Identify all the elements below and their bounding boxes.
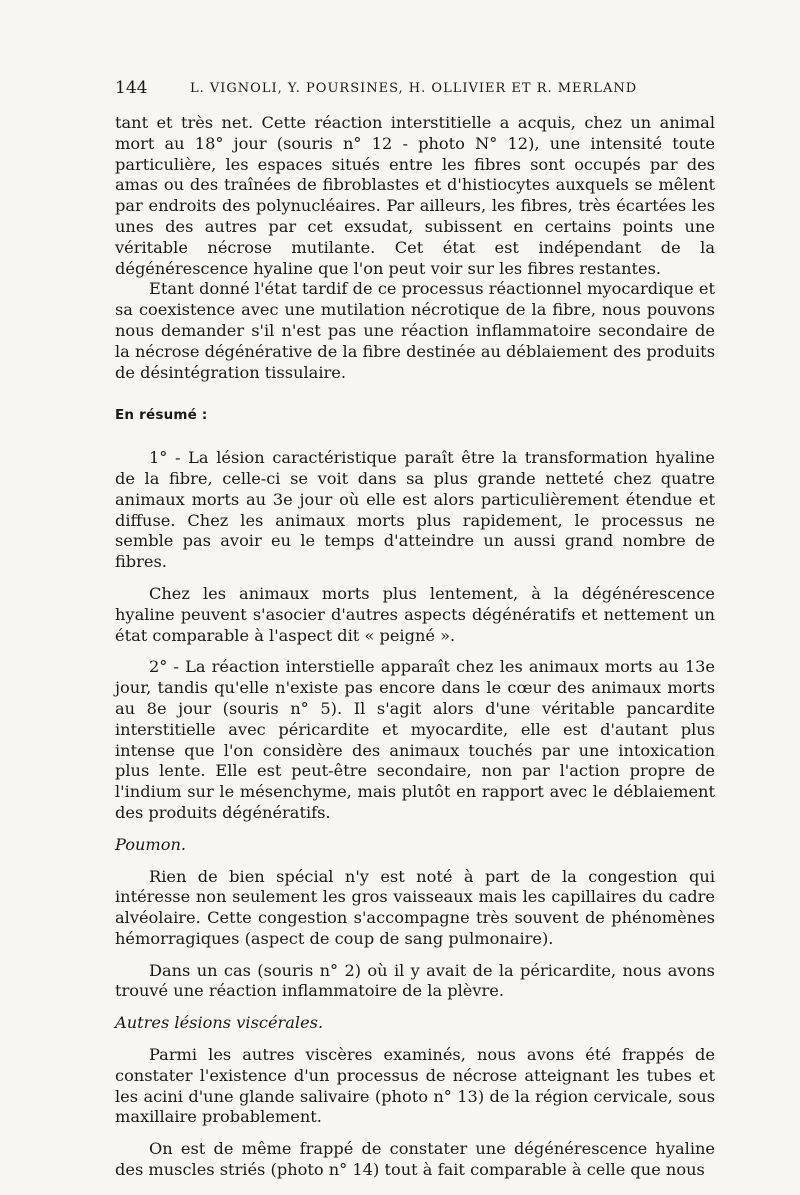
paragraph: Parmi les autres viscères examinés, nous avons été frappés de constater l'existence d'un processus de nécrose atteignant les tubes et les acini d'une glande salivaire (photo n° 13) de la région cervicale, sous maxillaire probablement. (115, 1045, 715, 1127)
paragraph: Dans un cas (souris n° 2) où il y avait de la péricardite, nous avons trouvé une réaction inflammatoire de la plèvre. (115, 960, 715, 1001)
paragraph: Chez les animaux morts plus lentement, à la dégénérescence hyaline peuvent s'asocier d'autres aspects dégénératifs et nettement un état comparable à l'aspect dit « peigné ». (115, 583, 715, 645)
paragraph: Rien de bien spécial n'y est noté à part de la congestion qui intéresse non seulement les gros vaisseaux mais les capillaires du cadre alvéolaire. Cette congestion s'accompagne très souvent de phénomènes hémorragiques (aspect de coup de sang pulmonaire). (115, 866, 715, 948)
paragraph: Etant donné l'état tardif de ce processus réactionnel myocardique et sa coexistence avec une mutilation nécrotique de la fibre, nous pouvons nous demander s'il n'est pas une réaction inflammatoire secondaire de la nécrose dégénérative de la fibre destinée au déblaiement des produits de désintégration tissulaire. (115, 279, 715, 382)
paragraph: 1° - La lésion caractéristique paraît être la transformation hyaline de la fibre, celle-ci se voit dans sa plus grande netteté chez quatre animaux morts au 3e jour où elle est alors particulièrement étendue et diffuse. Chez les animaux morts plus rapidement, le processus ne semble pas avoir eu le temps d'atteindre un aussi grand nombre de fibres. (115, 448, 715, 572)
section-heading-poumon: Poumon. (115, 834, 187, 854)
paragraph: On est de même frappé de constater une dégénérescence hyaline des muscles striés (photo n° 14) tout à fait comparable à celle que nous (115, 1139, 715, 1180)
running-header (115, 78, 715, 100)
section-heading-resume: En résumé : (115, 407, 208, 424)
paragraph: 2° - La réaction interstielle apparaît chez les animaux morts au 13e jour, tandis qu'elle n'existe pas encore dans le cœur des animaux morts au 8e jour (souris n° 5). Il s'agit alors d'une véritable pancardite interstitielle avec péricardite et myocardite, elle est d'autant plus intense que l'on considère des animaux touchés par une intoxication plus lente. Elle est peut-être secondaire, non par l'action propre de l'indium sur le mésenchyme, mais plutôt en rapport avec le déblaiement des produits dégénératifs. (115, 657, 715, 822)
paragraph: tant et très net. Cette réaction interstitielle a acquis, chez un animal mort au 18° jour (souris n° 12 - photo N° 12), une intensité toute particulière, les espaces situés entre les fibres sont occupés par des amas ou des traînées de fibroblastes et d'histiocytes auxquels se mêlent par endroits des polynucléaires. Par ailleurs, les fibres, très écartées les unes des autres par cet exsudat, subissent en certains points une véritable nécrose mutilante. Cet état est indépendant de la dégénérescence hyaline que l'on peut voir sur les fibres restantes. (115, 113, 715, 278)
section-heading-autres: Autres lésions viscérales. (115, 1013, 324, 1033)
page-number: 144 (115, 78, 148, 98)
body-text (115, 113, 715, 1181)
running-header-authors: L. VIGNOLI, Y. POURSINES, H. OLLIVIER ET R. MERLAND (190, 81, 638, 96)
